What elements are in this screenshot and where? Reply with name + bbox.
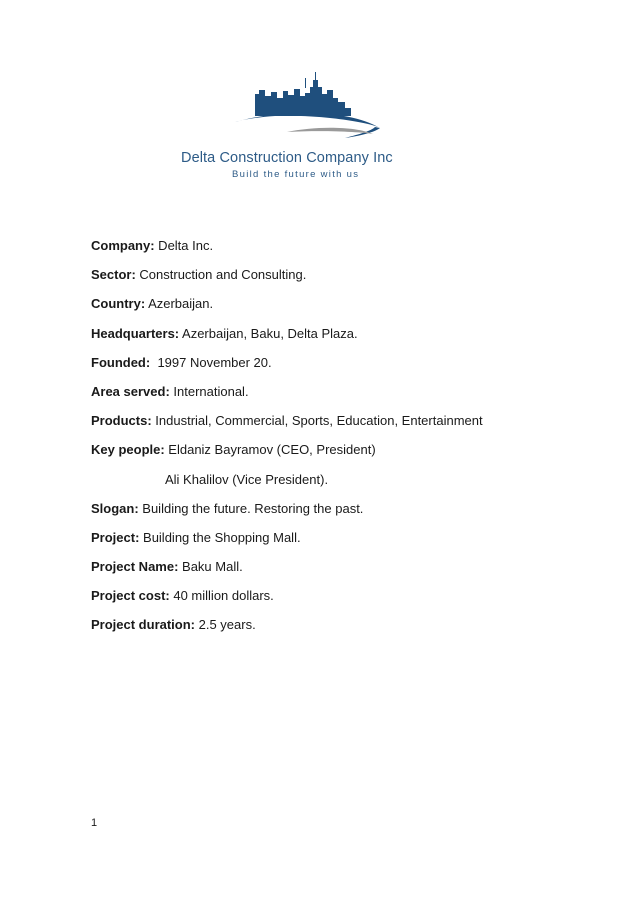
field-label: Project duration:: [91, 617, 196, 633]
field-sector: [91, 267, 611, 282]
field-project: [91, 530, 611, 545]
field-products: [91, 413, 611, 428]
field-value: 1997 November 20.: [150, 354, 272, 370]
field-value: Eldaniz Bayramov (CEO, President): [164, 442, 376, 458]
page-number: 1: [91, 817, 98, 829]
field-label: Company:: [91, 238, 155, 253]
field-value: Azerbaijan, Baku, Delta Plaza.: [179, 325, 358, 341]
field-label: Project cost:: [91, 588, 170, 604]
field-headquarters: [91, 326, 611, 341]
field-project-name: [91, 559, 611, 574]
field-label: Area served:: [91, 383, 170, 399]
field-label: Slogan:: [91, 500, 139, 516]
field-company: [91, 238, 611, 253]
field-value: Ali Khalilov (Vice President).: [165, 471, 329, 487]
field-label: Sector:: [91, 267, 136, 283]
skyline-icon: [175, 72, 445, 150]
company-logo: [175, 72, 445, 187]
field-value: 40 million dollars.: [169, 588, 274, 604]
field-value: International.: [169, 383, 249, 399]
field-value: Baku Mall.: [178, 559, 243, 575]
field-label: Country:: [91, 296, 146, 312]
field-value: 2.5 years.: [195, 617, 256, 633]
field-area-served: [91, 384, 611, 399]
field-key-people-continued: [91, 472, 611, 487]
field-label: Project Name:: [91, 559, 179, 575]
field-key-people: [91, 442, 611, 457]
field-project-cost: [91, 588, 611, 603]
field-founded: [91, 355, 611, 370]
field-value: Building the future. Restoring the past.: [138, 500, 364, 516]
field-project-duration: [91, 617, 611, 632]
field-label: Headquarters:: [91, 325, 180, 341]
logo-company-name: Delta Construction Company Inc: [181, 150, 393, 166]
field-label: Project:: [91, 529, 140, 545]
field-slogan: [91, 501, 611, 516]
field-value: Industrial, Commercial, Sports, Education, Entertainment: [151, 413, 483, 429]
field-country: [91, 296, 611, 311]
field-label: Founded:: [91, 354, 151, 370]
field-value: Azerbaijan.: [145, 296, 214, 312]
field-value: Construction and Consulting.: [135, 267, 307, 283]
company-info-list: [91, 238, 611, 647]
field-label: Products:: [91, 413, 152, 429]
logo-slogan: Build the future with us: [232, 169, 360, 180]
field-value: Delta Inc.: [154, 238, 214, 253]
field-label: Key people:: [91, 442, 165, 458]
field-value: Building the Shopping Mall.: [139, 529, 301, 545]
